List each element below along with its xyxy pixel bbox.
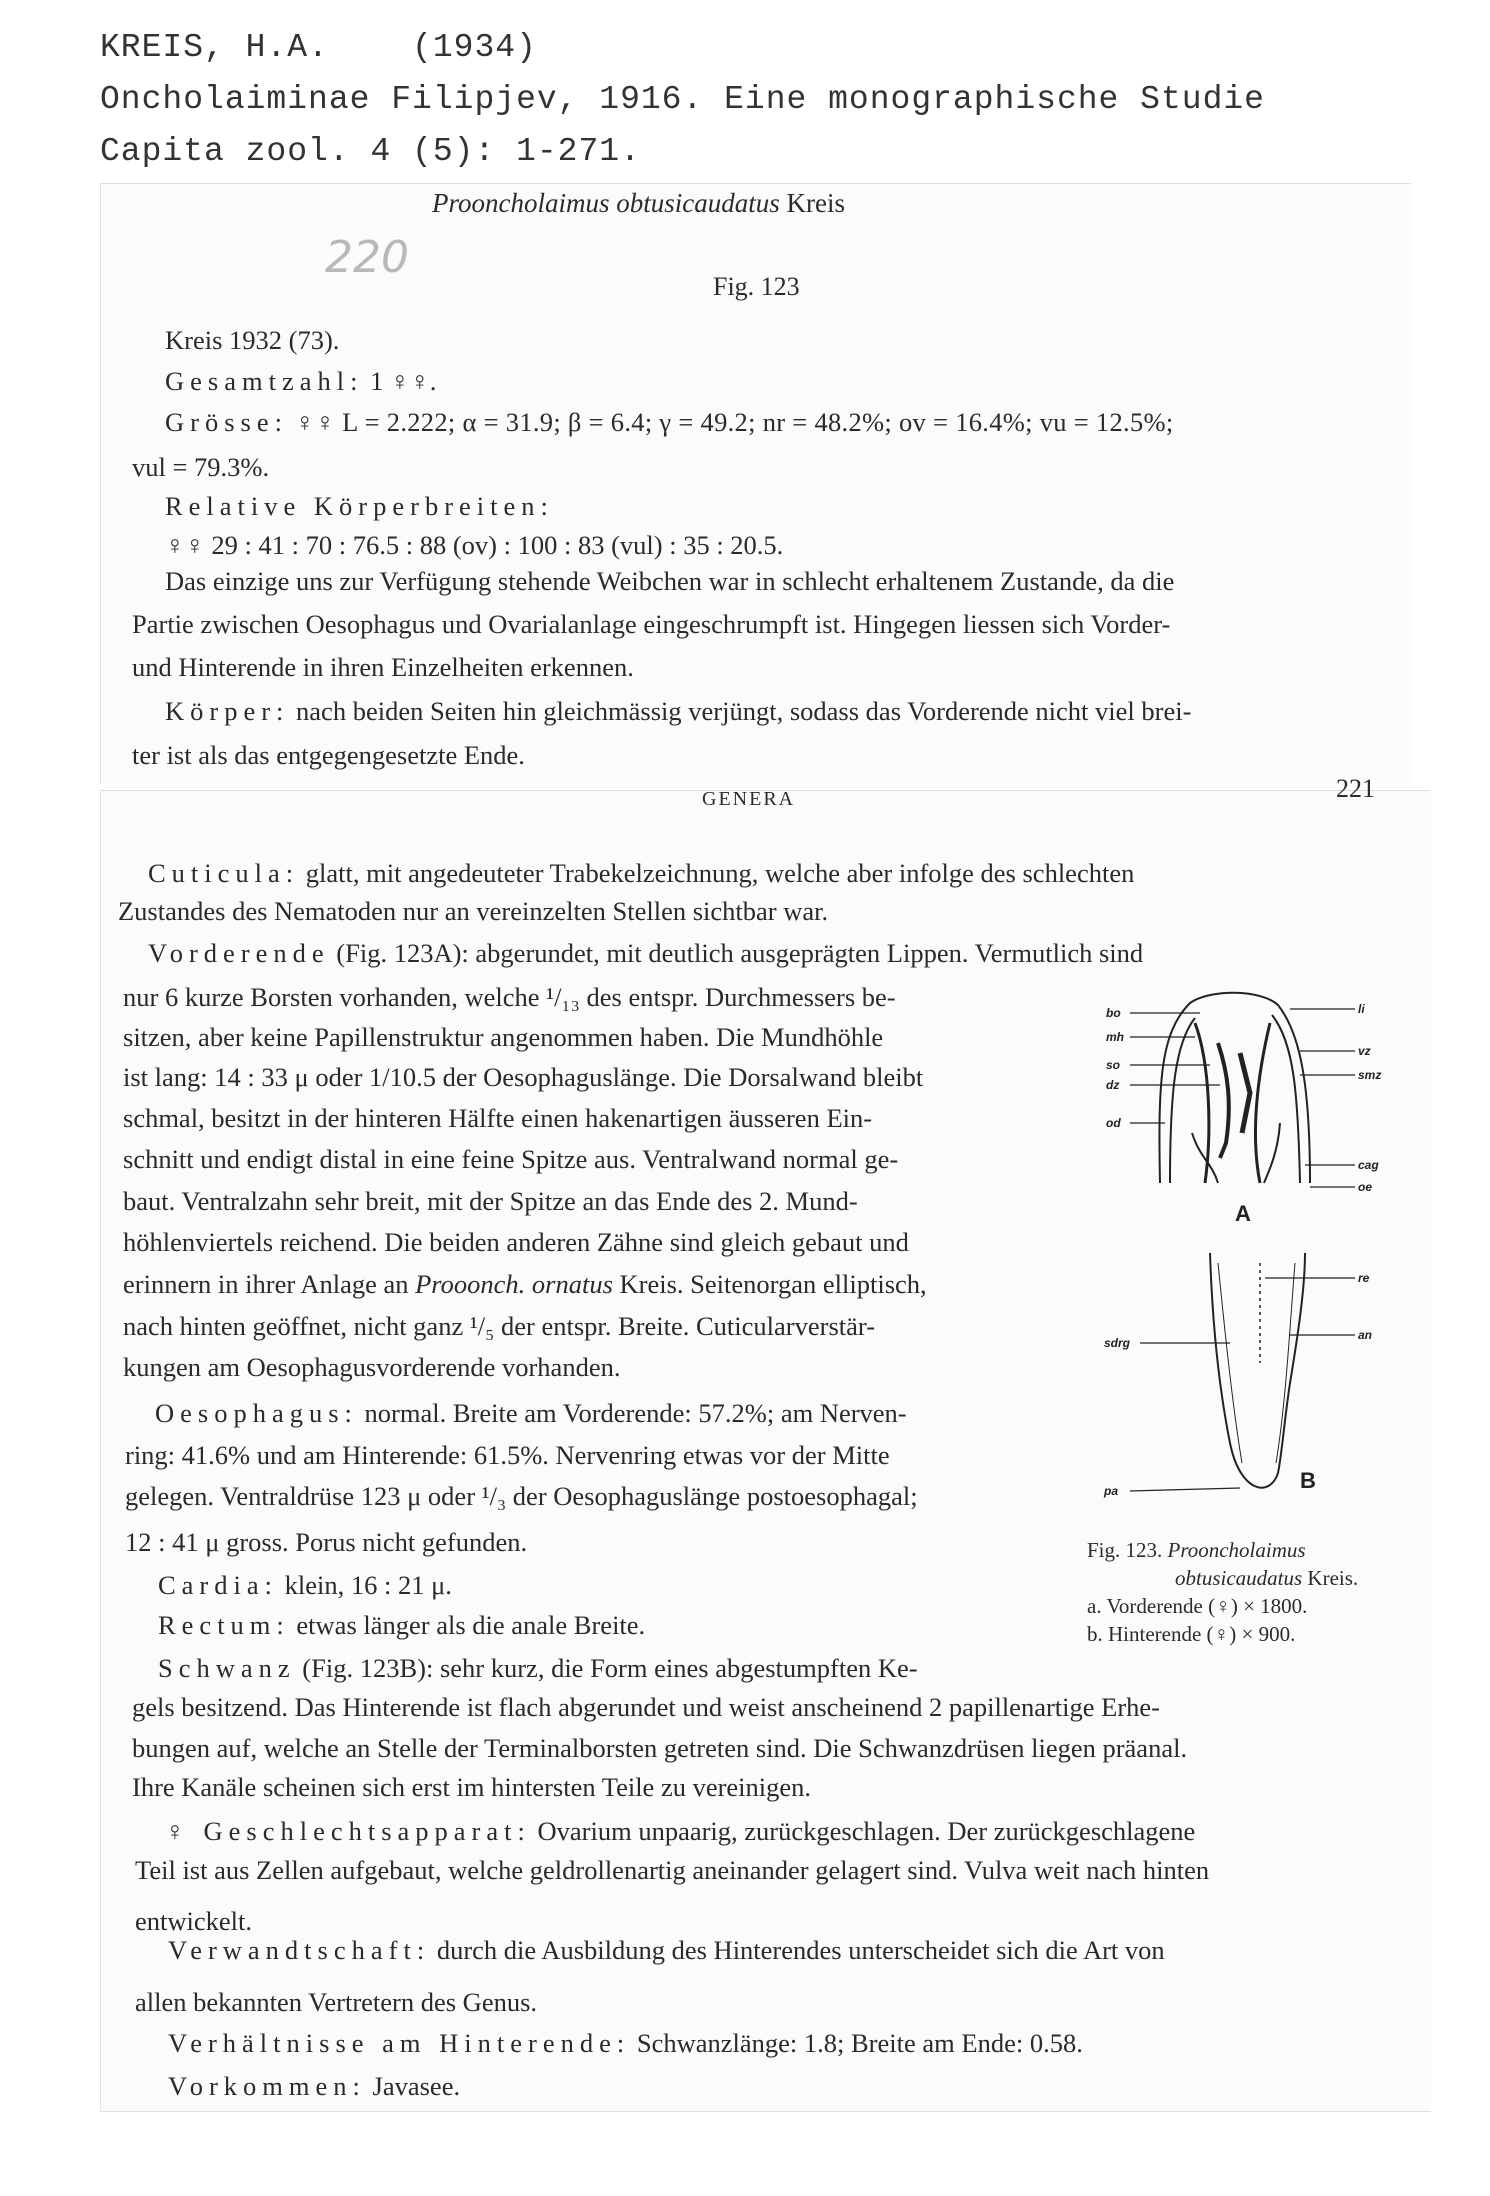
vorderende-line3: sitzen, aber keine Papillenstruktur angenommen haben. Die Mundhöhle — [123, 1022, 884, 1052]
running-head: GENERA — [702, 788, 796, 810]
panel-label-a: A — [1235, 1201, 1251, 1226]
relative-koerperbreiten-label: Relative Körperbreiten: — [165, 491, 554, 521]
label-mh: mh — [1106, 1030, 1124, 1044]
cuticula-line2: Zustandes des Nematoden nur an vereinzelten Stellen sichtbar war. — [118, 896, 829, 926]
figure-b-hinterende — [1210, 1253, 1305, 1488]
caption-line3: a. Vorderende (♀) × 1800. — [1087, 1594, 1308, 1618]
schwanz-line1: Schwanz (Fig. 123B): sehr kurz, die Form eines abgestumpften Ke- — [158, 1653, 918, 1683]
citation-title: Oncholaiminae Filipjev, 1916. Eine monographische Studie — [100, 81, 1265, 118]
figure-heading: Fig. 123 — [713, 272, 800, 301]
vorderende-line1: Vorderende (Fig. 123A): abgerundet, mit deutlich ausgeprägten Lippen. Vermutlich sind — [148, 938, 1144, 968]
koerper-line1: Körper: nach beiden Seiten hin gleichmässig verjüngt, sodass das Vorderende nicht viel brei- — [165, 696, 1192, 726]
cardia: Cardia: klein, 16 : 21 μ. — [158, 1570, 452, 1600]
oesophagus-line3: gelegen. Ventraldrüse 123 μ oder ¹/₃ der Oesophaguslänge postoesophagal; — [125, 1481, 918, 1511]
oesophagus-line1: Oesophagus: normal. Breite am Vorderende: 57.2%; am Nerven- — [155, 1398, 907, 1428]
oesophagus-line4: 12 : 41 μ gross. Porus nicht gefunden. — [125, 1527, 528, 1557]
leader-pa — [1130, 1488, 1240, 1491]
groesse: Grösse: ♀♀ L = 2.222; α = 31.9; β = 6.4; γ = 49.2; nr = 48.2%; ov = 16.4%; vu = 12.5%; — [165, 407, 1174, 437]
label-oe: oe — [1358, 1180, 1373, 1194]
reference-line: Kreis 1932 (73). — [165, 325, 340, 355]
geschlechtsapparat-line3: entwickelt. — [135, 1906, 252, 1936]
typed-citation-header — [100, 22, 1265, 178]
para1-line2: Partie zwischen Oesophagus und Ovarialanlage eingeschrumpft ist. Hingegen liessen sich Vorder- — [132, 609, 1171, 639]
geschlechtsapparat-line1: ♀ Geschlechtsapparat: Ovarium unpaarig, zurückgeschlagen. Der zurückgeschlagene — [165, 1816, 1196, 1846]
schwanz-line2: gels besitzend. Das Hinterende ist flach abgerundet und weist anscheinend 2 papillenartige Erhe- — [132, 1692, 1160, 1722]
figure-a-vorderende — [1159, 993, 1310, 1183]
schwanz-line4: Ihre Kanäle scheinen sich erst im hintersten Teile zu vereinigen. — [132, 1772, 812, 1802]
caption-line4: b. Hinterende (♀) × 900. — [1087, 1622, 1296, 1646]
para1-line3: und Hinterende in ihren Einzelheiten erkennen. — [132, 652, 634, 682]
vorderende-line11: kungen am Oesophagusvorderende vorhanden. — [123, 1352, 621, 1382]
koerper-line2: ter ist als das entgegengesetzte Ende. — [132, 740, 525, 770]
groesse-continued: vul = 79.3%. — [132, 452, 270, 482]
page-number: 221 — [1336, 774, 1375, 803]
verwandtschaft-line1: Verwandtschaft: durch die Ausbildung des Hinterendes unterscheidet sich die Art von — [168, 1935, 1165, 1965]
label-pa: pa — [1104, 1484, 1119, 1498]
vorderende-line7: baut. Ventralzahn sehr breit, mit der Spitze an das Ende des 2. Mund- — [123, 1186, 858, 1216]
verwandtschaft-line2: allen bekannten Vertretern des Genus. — [135, 1987, 538, 2017]
caption-line1: Fig. 123. Prooncholaimus — [1087, 1538, 1306, 1562]
relative-koerperbreiten-value: ♀♀ 29 : 41 : 70 : 76.5 : 88 (ov) : 100 : 83 (vul) : 35 : 20.5. — [165, 530, 784, 560]
label-li: li — [1358, 1002, 1365, 1016]
citation-journal: Capita zool. 4 (5): 1-271. — [100, 133, 641, 170]
schwanz-line3: bungen auf, welche an Stelle der Terminalborsten getreten sind. Die Schwanzdrüsen liegen präanal. — [132, 1733, 1188, 1763]
geschlechtsapparat-line2: Teil ist aus Zellen aufgebaut, welche geldrollenartig aneinander gelagert sind. Vulva weit nach hinten — [135, 1855, 1210, 1885]
label-cag: cag — [1358, 1158, 1379, 1172]
label-bo: bo — [1106, 1006, 1121, 1020]
vorderende-line5: schmal, besitzt in der hinteren Hälfte einen hakenartigen äusseren Ein- — [123, 1103, 873, 1133]
verhaeltnisse: Verhältnisse am Hinterende: Schwanzlänge: 1.8; Breite am Ende: 0.58. — [168, 2028, 1083, 2058]
rectum: Rectum: etwas länger als die anale Breite. — [158, 1610, 646, 1640]
panel-label-b: B — [1300, 1468, 1316, 1493]
label-re: re — [1358, 1271, 1370, 1285]
vorderende-line8: höhlenviertels reichend. Die beiden anderen Zähne sind gleich gebaut und — [123, 1227, 909, 1257]
label-an: an — [1358, 1328, 1373, 1342]
cuticula-line1: Cuticula: glatt, mit angedeuteter Trabekelzeichnung, welche aber infolge des schlechten — [148, 858, 1135, 888]
caption-line2: obtusicaudatus Kreis. — [1175, 1566, 1359, 1590]
citation-author-year: KREIS, H.A. (1934) — [100, 29, 537, 66]
label-smz: smz — [1358, 1068, 1382, 1082]
oesophagus-line2: ring: 41.6% und am Hinterende: 61.5%. Nervenring etwas vor der Mitte — [125, 1440, 890, 1470]
label-sdrg: sdrg — [1104, 1336, 1131, 1350]
figure-123-drawing — [1100, 983, 1400, 1523]
species-title: Prooncholaimus obtusicaudatus Kreis — [432, 188, 845, 218]
label-vz: vz — [1358, 1044, 1371, 1058]
figure-caption — [1087, 1536, 1407, 1648]
handwritten-page-number: 220 — [325, 232, 409, 283]
label-dz: dz — [1106, 1078, 1120, 1092]
vorkommen: Vorkommen: Javasee. — [168, 2071, 461, 2101]
vorderende-line4: ist lang: 14 : 33 μ oder 1/10.5 der Oesophaguslänge. Die Dorsalwand bleibt — [123, 1062, 924, 1092]
vorderende-line2: nur 6 kurze Borsten vorhanden, welche ¹/₁₃ des entspr. Durchmessers be- — [123, 982, 896, 1012]
vorderende-line6: schnitt und endigt distal in eine feine Spitze aus. Ventralwand normal ge- — [123, 1144, 899, 1174]
label-so: so — [1106, 1058, 1121, 1072]
vorderende-line9: erinnern in ihrer Anlage an Prooonch. ornatus Kreis. Seitenorgan elliptisch, — [123, 1269, 927, 1299]
gesamtzahl: Gesamtzahl: 1 ♀♀. — [165, 366, 437, 396]
para1-line1: Das einzige uns zur Verfügung stehende Weibchen war in schlecht erhaltenem Zustande, da die — [165, 566, 1175, 596]
vorderende-line10: nach hinten geöffnet, nicht ganz ¹/₅ der entspr. Breite. Cuticularverstär- — [123, 1311, 876, 1341]
label-od: od — [1106, 1116, 1121, 1130]
